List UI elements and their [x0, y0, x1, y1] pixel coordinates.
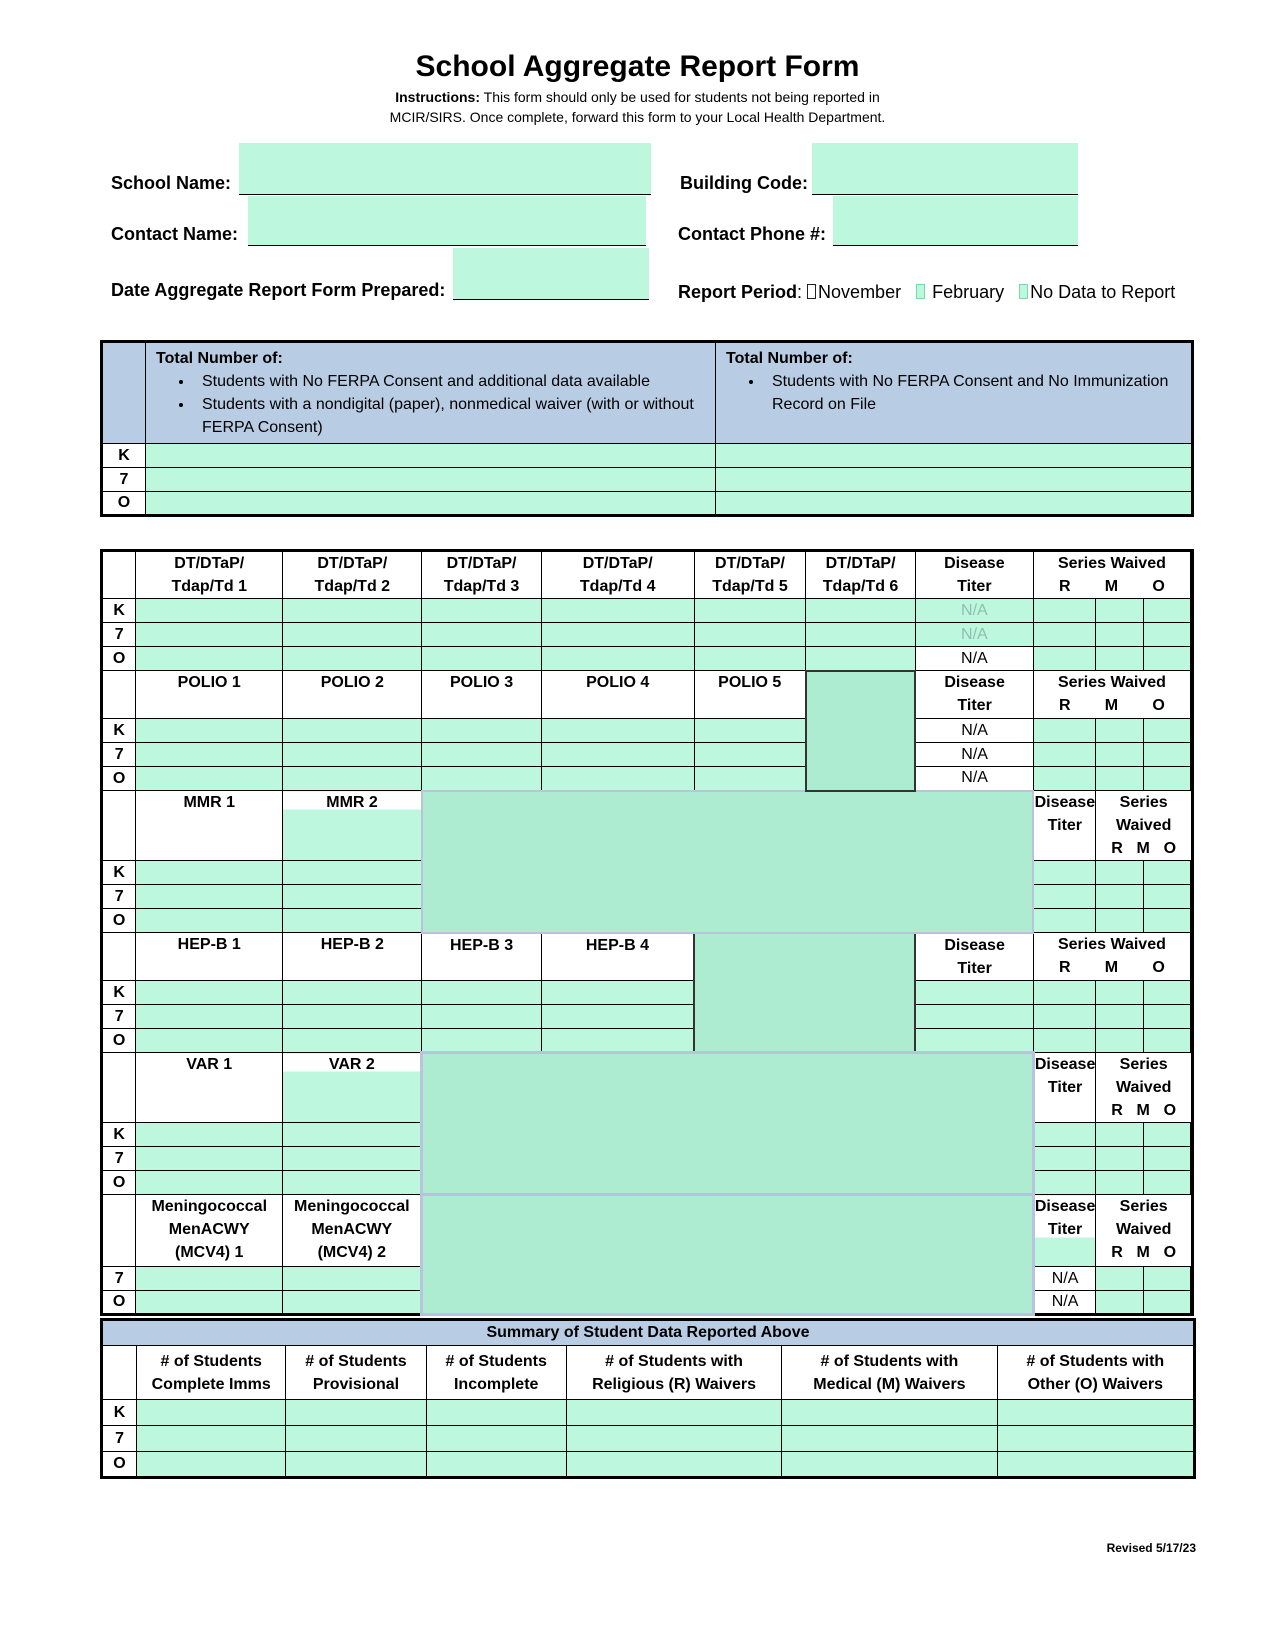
- row-label: 7: [102, 1426, 137, 1452]
- polio-cell[interactable]: [694, 767, 806, 791]
- waiver-r-cell[interactable]: [1096, 1147, 1143, 1171]
- hepb-blank-block: [694, 933, 915, 1053]
- november-checkbox[interactable]: [807, 284, 816, 299]
- waiver-r-cell[interactable]: [1096, 1171, 1143, 1195]
- waiver-m-cell[interactable]: [1143, 1171, 1190, 1195]
- medical-waivers-header: # of Students with Medical (M) Waivers: [782, 1346, 997, 1400]
- polio4-header: POLIO 4: [541, 671, 694, 719]
- row-label: K: [102, 1123, 136, 1147]
- waiver-o-cell[interactable]: [1143, 647, 1190, 671]
- dt-cell[interactable]: [694, 599, 806, 623]
- polio-blank-block: [806, 671, 916, 791]
- waiver-r-cell[interactable]: [1096, 1123, 1143, 1147]
- ferpa-col2-bullet: • Students with No FERPA Consent and No Immunization Record on File: [764, 370, 1181, 416]
- waiver-o-cell[interactable]: [1191, 1147, 1193, 1171]
- waiver-r-cell[interactable]: [1033, 647, 1096, 671]
- february-checkbox[interactable]: [916, 284, 925, 299]
- row-label: 7: [102, 623, 136, 647]
- waiver-m-cell[interactable]: [1096, 743, 1143, 767]
- no-data-checkbox[interactable]: [1019, 284, 1028, 299]
- row-label: O: [102, 1452, 137, 1478]
- mmr-cell[interactable]: [283, 885, 422, 909]
- date-prepared-label: Date Aggregate Report Form Prepared:: [111, 280, 446, 300]
- summary-cell[interactable]: [997, 1426, 1194, 1452]
- waiver-o-cell[interactable]: [1143, 599, 1190, 623]
- titer-cell[interactable]: [915, 1029, 1033, 1053]
- waiver-m-cell[interactable]: [1143, 1291, 1190, 1315]
- dt3-header: DT/DTaP/ Tdap/Td 3: [422, 551, 541, 599]
- waiver-o-cell[interactable]: [1191, 909, 1193, 933]
- ferpa-col1-bullet: • Students with a nondigital (paper), nonmedical waiver (with or without FERPA Consent): [194, 393, 705, 439]
- contact-phone-field[interactable]: [833, 196, 1078, 246]
- disease-titer-header: Disease Titer: [1033, 791, 1096, 861]
- titer-na: N/A: [915, 743, 1033, 767]
- waiver-m-cell[interactable]: [1143, 1147, 1190, 1171]
- mmr-cell[interactable]: [136, 909, 283, 933]
- hepb4-header: HEP-B 4: [541, 933, 694, 981]
- polio1-header: POLIO 1: [136, 671, 283, 719]
- waiver-m-cell[interactable]: [1096, 623, 1143, 647]
- var-cell[interactable]: [283, 1171, 422, 1195]
- titer-na: N/A: [915, 719, 1033, 743]
- summary-cell[interactable]: [426, 1452, 566, 1478]
- row-label: O: [102, 909, 136, 933]
- waiver-m-cell[interactable]: [1143, 861, 1190, 885]
- hepb-cell[interactable]: [541, 1029, 694, 1053]
- november-option: November: [818, 282, 902, 302]
- hepb-cell[interactable]: [283, 981, 422, 1005]
- mmr-cell[interactable]: [283, 861, 422, 885]
- titer-cell[interactable]: [915, 1005, 1033, 1029]
- waiver-m-cell[interactable]: [1096, 981, 1143, 1005]
- var-cell[interactable]: [283, 1123, 422, 1147]
- polio3-header: POLIO 3: [422, 671, 541, 719]
- dt-cell[interactable]: [806, 623, 916, 647]
- var-blank-block: [422, 1053, 1033, 1195]
- waiver-m-cell[interactable]: [1143, 909, 1190, 933]
- waiver-o-cell[interactable]: [1143, 719, 1190, 743]
- row-label: O: [102, 767, 136, 791]
- waiver-r-cell[interactable]: [1033, 743, 1096, 767]
- row-label: 7: [102, 1005, 136, 1029]
- polio-cell[interactable]: [541, 767, 694, 791]
- hepb-cell[interactable]: [422, 1029, 541, 1053]
- summary-cell[interactable]: [286, 1400, 426, 1426]
- summary-cell[interactable]: [426, 1426, 566, 1452]
- summary-cell[interactable]: [782, 1426, 997, 1452]
- waiver-m-cell[interactable]: [1096, 599, 1143, 623]
- building-code-field[interactable]: [812, 143, 1078, 195]
- waiver-r-cell[interactable]: [1096, 885, 1143, 909]
- dt-cell[interactable]: [806, 599, 916, 623]
- instructions: [0, 87, 1275, 127]
- ferpa-cell[interactable]: [146, 492, 716, 516]
- row-label: O: [102, 1171, 136, 1195]
- summary-cell[interactable]: [137, 1426, 286, 1452]
- waiver-o-cell[interactable]: [1191, 1291, 1193, 1315]
- polio-cell[interactable]: [422, 719, 541, 743]
- dt6-header: DT/DTaP/ Tdap/Td 6: [806, 551, 916, 599]
- disease-titer-header: Disease Titer: [1033, 1053, 1096, 1123]
- hepb1-header: HEP-B 1: [136, 933, 283, 981]
- polio-cell[interactable]: [283, 743, 422, 767]
- row-label: K: [102, 599, 136, 623]
- no-data-option: No Data to Report: [1030, 282, 1176, 302]
- row-label: 7: [102, 1147, 136, 1171]
- instructions-label: Instructions:: [395, 89, 480, 105]
- waiver-m-cell[interactable]: [1143, 1123, 1190, 1147]
- series-waived-header: Series Waived R M O: [1096, 1195, 1193, 1267]
- men-cell[interactable]: [283, 1291, 422, 1315]
- titer-na: N/A: [1033, 1267, 1096, 1291]
- mmr-cell[interactable]: [136, 861, 283, 885]
- polio-cell[interactable]: [541, 743, 694, 767]
- dt-cell[interactable]: [806, 647, 916, 671]
- dt-cell[interactable]: [136, 623, 283, 647]
- summary-cell[interactable]: [137, 1452, 286, 1478]
- titer-cell[interactable]: [915, 981, 1033, 1005]
- polio-cell[interactable]: [694, 719, 806, 743]
- row-label: 7: [102, 1267, 136, 1291]
- revised-date: Revised 5/17/23: [1106, 1541, 1196, 1555]
- polio-cell[interactable]: [283, 719, 422, 743]
- ferpa-cell[interactable]: [716, 444, 1193, 468]
- dt-cell[interactable]: [541, 599, 694, 623]
- school-name-label: School Name:: [111, 173, 232, 193]
- polio-cell[interactable]: [283, 767, 422, 791]
- waiver-o-cell[interactable]: [1143, 1005, 1190, 1029]
- summary-cell[interactable]: [782, 1400, 997, 1426]
- titer-na: N/A: [1033, 1291, 1096, 1315]
- men-cell[interactable]: [136, 1291, 283, 1315]
- summary-cell[interactable]: [782, 1452, 997, 1478]
- var-cell[interactable]: [136, 1171, 283, 1195]
- ferpa-col1-bullet: • Students with No FERPA Consent and additional data available: [194, 370, 705, 393]
- row-label: K: [102, 981, 136, 1005]
- row-label: 7: [102, 885, 136, 909]
- summary-title: Summary of Student Data Reported Above: [102, 1320, 1195, 1346]
- dt2-header: DT/DTaP/ Tdap/Td 2: [283, 551, 422, 599]
- men1-header: Meningococcal MenACWY (MCV4) 1: [136, 1195, 283, 1267]
- titer-cell[interactable]: [1033, 861, 1096, 885]
- waiver-m-cell[interactable]: [1096, 719, 1143, 743]
- polio-cell[interactable]: [422, 743, 541, 767]
- religious-waivers-header: # of Students with Religious (R) Waivers: [566, 1346, 781, 1400]
- hepb-cell[interactable]: [541, 1005, 694, 1029]
- polio-cell[interactable]: [422, 767, 541, 791]
- waiver-m-cell[interactable]: [1096, 647, 1143, 671]
- row-label: K: [102, 444, 146, 468]
- waiver-r-cell[interactable]: [1033, 599, 1096, 623]
- summary-cell[interactable]: [426, 1400, 566, 1426]
- waiver-r-cell[interactable]: [1033, 623, 1096, 647]
- series-waived-header: Series Waived R M O: [1033, 551, 1190, 599]
- polio5-header: POLIO 5: [694, 671, 806, 719]
- waiver-o-cell[interactable]: [1191, 1267, 1193, 1291]
- var2-header: VAR 2: [283, 1053, 422, 1123]
- waiver-o-cell[interactable]: [1191, 1123, 1193, 1147]
- summary-cell[interactable]: [566, 1426, 781, 1452]
- report-period: Report Period: November February No Data to Report: [678, 282, 1176, 302]
- ferpa-cell[interactable]: [146, 468, 716, 492]
- dt-cell[interactable]: [541, 623, 694, 647]
- ferpa-cell[interactable]: [716, 468, 1193, 492]
- dt-cell[interactable]: [541, 647, 694, 671]
- dt4-header: DT/DTaP/ Tdap/Td 4: [541, 551, 694, 599]
- mmr-cell[interactable]: [283, 909, 422, 933]
- instructions-line1: This form should only be used for students not being reported in: [480, 89, 880, 105]
- waiver-o-cell[interactable]: [1143, 623, 1190, 647]
- summary-cell[interactable]: [997, 1400, 1194, 1426]
- summary-cell[interactable]: [566, 1452, 781, 1478]
- titer-cell[interactable]: [1033, 1171, 1096, 1195]
- polio2-header: POLIO 2: [283, 671, 422, 719]
- contact-phone-label: Contact Phone #:: [678, 224, 827, 244]
- date-prepared-field[interactable]: [453, 248, 649, 300]
- dt-cell[interactable]: [422, 623, 541, 647]
- provisional-header: # of Students Provisional: [286, 1346, 426, 1400]
- polio-cell[interactable]: [541, 719, 694, 743]
- waiver-r-cell[interactable]: [1033, 981, 1096, 1005]
- ferpa-col2-header: Total Number of: • Students with No FERPA Consent and No Immunization Record on File: [716, 342, 1193, 444]
- waiver-o-cell[interactable]: [1143, 1029, 1190, 1053]
- men-cell[interactable]: [136, 1267, 283, 1291]
- dt5-header: DT/DTaP/ Tdap/Td 5: [694, 551, 806, 599]
- building-code-label: Building Code:: [680, 173, 808, 193]
- form-title: School Aggregate Report Form: [415, 50, 860, 83]
- disease-titer-header: Disease Titer: [915, 933, 1033, 981]
- row-label: O: [102, 647, 136, 671]
- polio-cell[interactable]: [136, 743, 283, 767]
- instructions-line2: MCIR/SIRS. Once complete, forward this form to your Local Health Department.: [389, 109, 886, 125]
- row-label: O: [102, 1291, 136, 1315]
- ferpa-cell[interactable]: [716, 492, 1193, 516]
- men-cell[interactable]: [283, 1267, 422, 1291]
- hepb-cell[interactable]: [136, 981, 283, 1005]
- waiver-m-cell[interactable]: [1096, 767, 1143, 791]
- waiver-r-cell[interactable]: [1033, 767, 1096, 791]
- series-waived-header: Series Waived R M O: [1033, 933, 1190, 981]
- polio-cell[interactable]: [136, 767, 283, 791]
- complete-imms-header: # of Students Complete Imms: [137, 1346, 286, 1400]
- var-cell[interactable]: [136, 1147, 283, 1171]
- hepb3-header: HEP-B 3: [422, 933, 541, 981]
- series-waived-header: Series Waived R M O: [1096, 791, 1193, 861]
- waiver-o-cell[interactable]: [1143, 743, 1190, 767]
- vaccine-table: [100, 549, 1194, 1316]
- summary-cell[interactable]: [997, 1452, 1194, 1478]
- disease-titer-header: Disease Titer: [915, 671, 1033, 719]
- waiver-r-cell[interactable]: [1096, 1291, 1143, 1315]
- hepb2-header: HEP-B 2: [283, 933, 422, 981]
- summary-table: [100, 1318, 1196, 1479]
- row-label: K: [102, 861, 136, 885]
- row-label: 7: [102, 743, 136, 767]
- february-option: February: [932, 282, 1005, 302]
- summary-cell[interactable]: [286, 1452, 426, 1478]
- titer-na: N/A: [915, 599, 1033, 623]
- series-waived-header: Series Waived R M O: [1033, 671, 1190, 719]
- hepb-cell[interactable]: [136, 1005, 283, 1029]
- contact-name-label: Contact Name:: [111, 224, 239, 244]
- dt-cell[interactable]: [422, 599, 541, 623]
- titer-na: N/A: [915, 623, 1033, 647]
- var-cell[interactable]: [136, 1123, 283, 1147]
- waiver-r-cell[interactable]: [1096, 909, 1143, 933]
- dt-cell[interactable]: [283, 599, 422, 623]
- mmr2-header: MMR 2: [283, 791, 422, 861]
- summary-cell[interactable]: [286, 1426, 426, 1452]
- row-label: O: [102, 1029, 136, 1053]
- var-cell[interactable]: [283, 1147, 422, 1171]
- mmr-blank-block: [422, 791, 1033, 933]
- hepb-cell[interactable]: [283, 1005, 422, 1029]
- school-name-field[interactable]: [239, 143, 651, 195]
- disease-titer-header: Disease Titer: [1033, 1195, 1096, 1267]
- other-waivers-header: # of Students with Other (O) Waivers: [997, 1346, 1194, 1400]
- men2-header: Meningococcal MenACWY (MCV4) 2: [283, 1195, 422, 1267]
- row-label: 7: [102, 468, 146, 492]
- waiver-o-cell[interactable]: [1191, 1171, 1193, 1195]
- waiver-m-cell[interactable]: [1096, 1029, 1143, 1053]
- dt-cell[interactable]: [283, 647, 422, 671]
- dt-cell[interactable]: [694, 647, 806, 671]
- waiver-o-cell[interactable]: [1191, 885, 1193, 909]
- var1-header: VAR 1: [136, 1053, 283, 1123]
- titer-cell[interactable]: [1033, 885, 1096, 909]
- dt-cell[interactable]: [136, 647, 283, 671]
- waiver-o-cell[interactable]: [1191, 861, 1193, 885]
- row-label: K: [102, 719, 136, 743]
- polio-cell[interactable]: [694, 743, 806, 767]
- dt-cell[interactable]: [422, 647, 541, 671]
- titer-na: N/A: [915, 767, 1033, 791]
- titer-cell[interactable]: [1033, 909, 1096, 933]
- report-period-label: Report Period: [678, 282, 798, 302]
- dt1-header: DT/DTaP/ Tdap/Td 1: [136, 551, 283, 599]
- row-label: O: [102, 492, 146, 516]
- waiver-r-cell[interactable]: [1096, 1267, 1143, 1291]
- mmr1-header: MMR 1: [136, 791, 283, 861]
- waiver-m-cell[interactable]: [1143, 885, 1190, 909]
- titer-cell[interactable]: [1033, 1123, 1096, 1147]
- waiver-m-cell[interactable]: [1096, 1005, 1143, 1029]
- men-blank-block: [422, 1195, 1033, 1315]
- waiver-o-cell[interactable]: [1143, 981, 1190, 1005]
- titer-na: N/A: [915, 647, 1033, 671]
- polio-cell[interactable]: [136, 719, 283, 743]
- hepb-cell[interactable]: [136, 1029, 283, 1053]
- waiver-r-cell[interactable]: [1033, 719, 1096, 743]
- dt-cell[interactable]: [283, 623, 422, 647]
- summary-cell[interactable]: [137, 1400, 286, 1426]
- hepb-cell[interactable]: [283, 1029, 422, 1053]
- titer-cell[interactable]: [1033, 1147, 1096, 1171]
- mmr-cell[interactable]: [136, 885, 283, 909]
- dt-cell[interactable]: [136, 599, 283, 623]
- row-label: K: [102, 1400, 137, 1426]
- ferpa-table: [100, 340, 1194, 517]
- waiver-r-cell[interactable]: [1033, 1029, 1096, 1053]
- series-waived-header: Series Waived R M O: [1096, 1053, 1193, 1123]
- waiver-m-cell[interactable]: [1143, 1267, 1190, 1291]
- hepb-cell[interactable]: [541, 981, 694, 1005]
- disease-titer-header: Disease Titer: [915, 551, 1033, 599]
- ferpa-cell[interactable]: [146, 444, 716, 468]
- hepb-cell[interactable]: [422, 981, 541, 1005]
- summary-cell[interactable]: [566, 1400, 781, 1426]
- dt-cell[interactable]: [694, 623, 806, 647]
- waiver-o-cell[interactable]: [1143, 767, 1190, 791]
- contact-name-field[interactable]: [248, 196, 646, 246]
- ferpa-col1-header: Total Number of: • Students with No FERPA Consent and additional data available • Students with a nondigital (paper), nonmedical waiver (with or without FERPA Consent): [146, 342, 716, 444]
- waiver-r-cell[interactable]: [1033, 1005, 1096, 1029]
- waiver-r-cell[interactable]: [1096, 861, 1143, 885]
- hepb-cell[interactable]: [422, 1005, 541, 1029]
- incomplete-header: # of Students Incomplete: [426, 1346, 566, 1400]
